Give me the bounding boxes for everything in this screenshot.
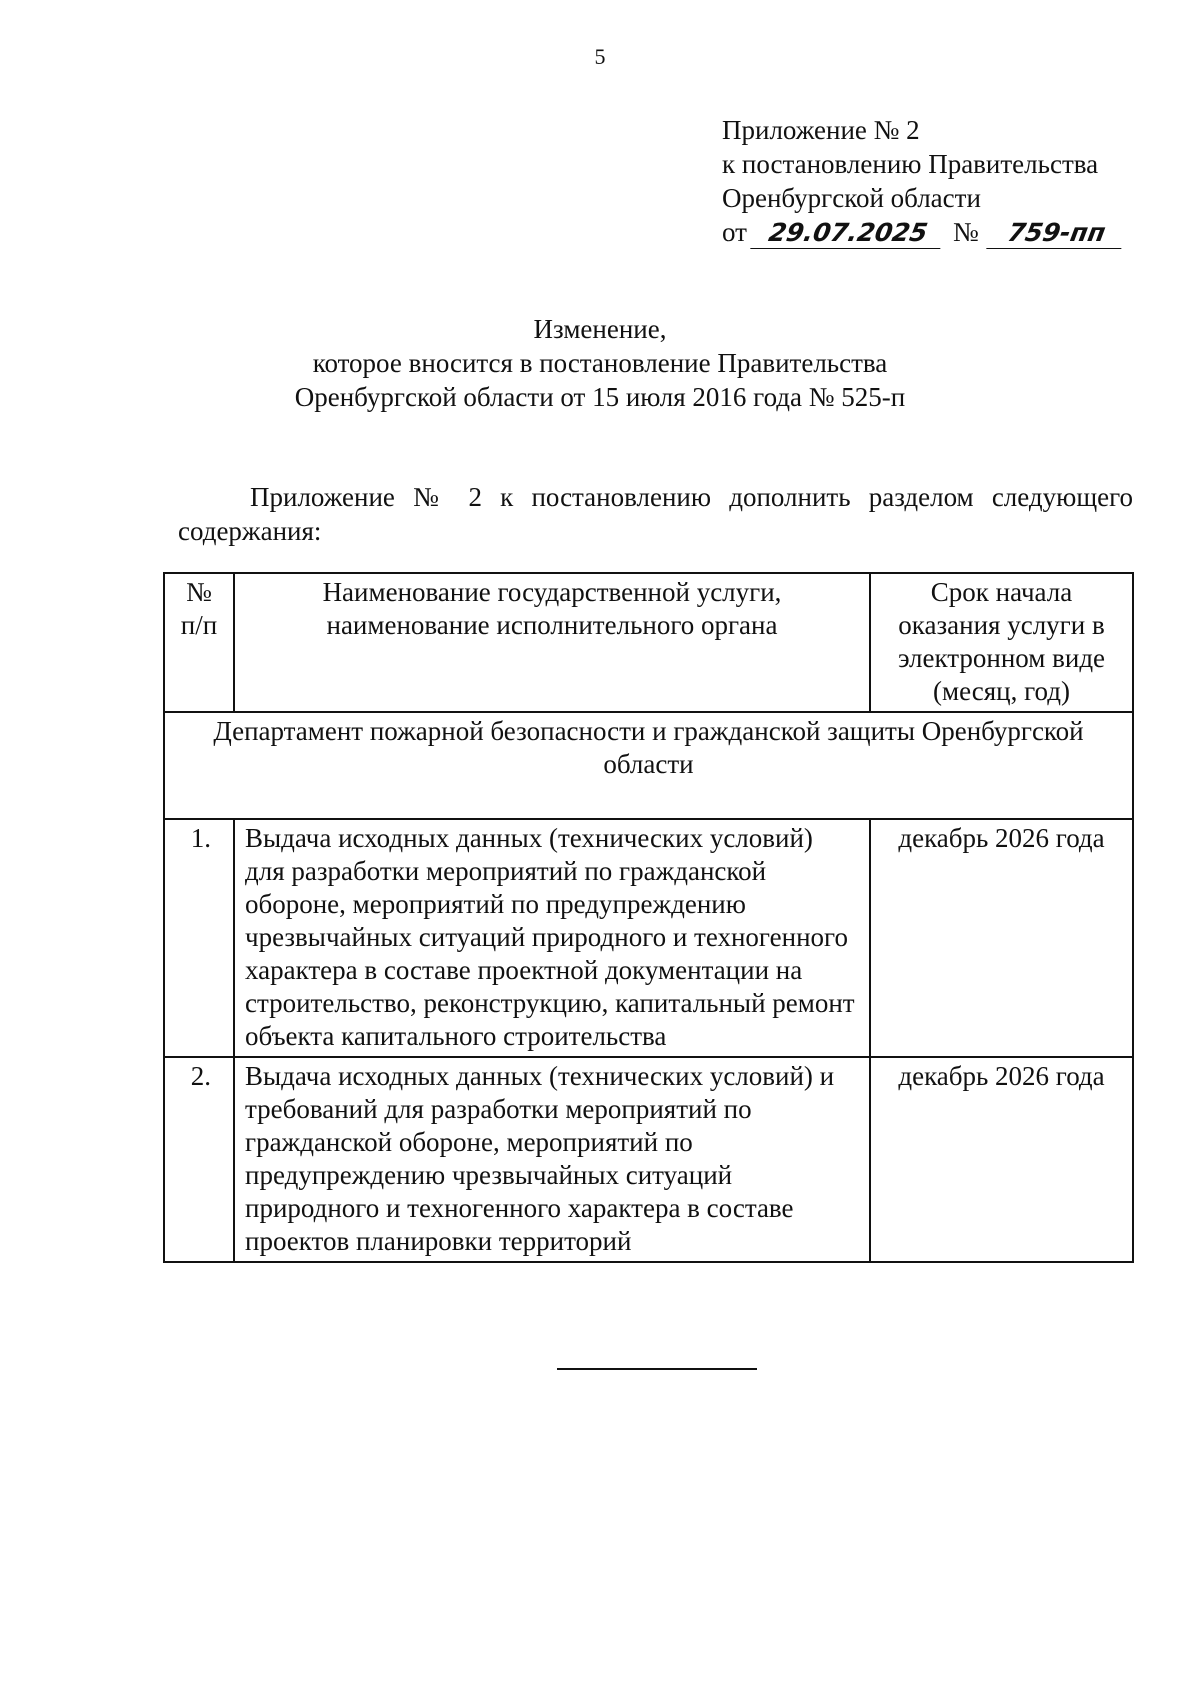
services-table: [163, 572, 1134, 1263]
row-term: декабрь 2026 года: [870, 1057, 1133, 1262]
table-row: [164, 819, 1133, 1057]
table-row: [164, 1057, 1133, 1262]
appendix-block: [722, 113, 1124, 249]
header-term: Срок начала оказания услуги в электронном виде (месяц, год): [870, 573, 1133, 712]
from-label: от: [722, 217, 747, 247]
number-label: №: [952, 217, 979, 247]
end-divider: [557, 1368, 757, 1370]
appendix-line-3: Оренбургской области: [722, 183, 981, 213]
title-line-3: Оренбургской области от 15 июля 2016 года № 525-п: [294, 382, 906, 412]
row-num: 1.: [164, 819, 234, 1057]
title-line-2: которое вносится в постановление Правительства: [312, 348, 888, 378]
table-header-row: [164, 573, 1133, 712]
row-service-name: Выдача исходных данных (технических условий) для разработки мероприятий по гражданской обороне, мероприятий по предупреждению чрезвычайных ситуаций природного и техногенного характера в составе проектной документации на строительство, реконструкцию, капитальный ремонт объекта капитального строительства: [234, 819, 870, 1057]
department-row: [164, 712, 1133, 819]
handwritten-number: 759-пп: [986, 218, 1126, 249]
handwritten-date: 29.07.2025: [750, 218, 945, 249]
appendix-line-1: Приложение № 2: [722, 115, 920, 145]
department-name: Департамент пожарной безопасности и гражданской защиты Оренбургской области: [164, 712, 1133, 819]
appendix-date-line: [722, 215, 1124, 249]
title-line-1: Изменение,: [533, 314, 667, 344]
header-num: № п/п: [164, 573, 234, 712]
row-term: декабрь 2026 года: [870, 819, 1133, 1057]
document-title: [0, 312, 1200, 414]
intro-paragraph: Приложение № 2 к постановлению дополнить разделом следующего содержания:: [178, 482, 1133, 546]
page-number: 5: [594, 44, 606, 69]
row-num: 2.: [164, 1057, 234, 1262]
appendix-line-2: к постановлению Правительства: [722, 149, 1099, 179]
row-service-name: Выдача исходных данных (технических условий) и требований для разработки мероприятий по гражданской обороне, мероприятий по предупреждению чрезвычайных ситуаций природного и техногенного характера в составе проектов планировки территорий: [234, 1057, 870, 1262]
header-name: Наименование государственной услуги, наименование исполнительного органа: [234, 573, 870, 712]
